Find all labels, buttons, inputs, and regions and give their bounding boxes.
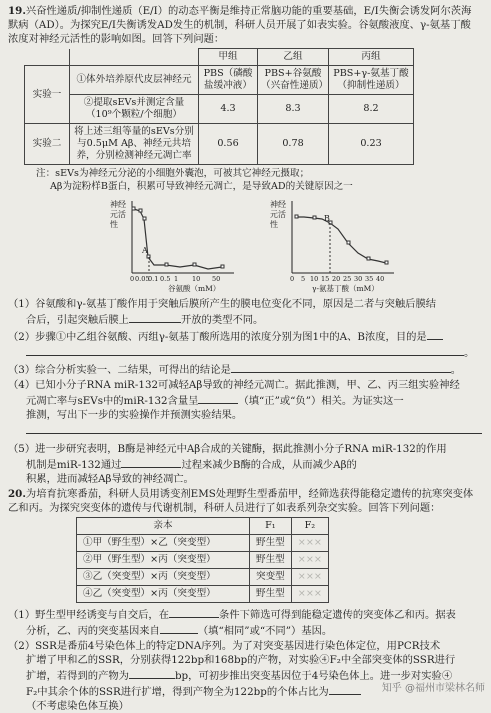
- note-line: 注：sEVs为神经元分泌的小细胞外囊泡，可被其它神经元摄取；: [36, 168, 310, 179]
- answer-blank[interactable]: [231, 361, 451, 373]
- q19-sub1: （1）谷氨酸和γ-氨基丁酸作用于突触后膜所产生的膜电位变化不同，原因是二者与突触后膜结 合后，引起突触后膜上 开放的类型不同。: [8, 298, 437, 326]
- table-cell: PBS+谷氨酸（兴奋性递质）: [258, 66, 329, 95]
- svg-text:0.05: 0.05: [135, 275, 150, 283]
- table-header-f2: F₂: [291, 518, 328, 535]
- answer-blank[interactable]: [121, 456, 181, 468]
- table-cell: ×××: [291, 535, 328, 552]
- table-row: [77, 586, 329, 603]
- table-cell: 野生型: [250, 586, 292, 603]
- graph-xlabel: 谷氨酸（mM）: [168, 284, 221, 293]
- q20-stem: 20.为培育抗寒番茄，科研人员用诱变剂EMS处理野生型番茄甲，经筛选获得能稳定遗传的抗寒突变体乙和丙。为探究突变体的遗传与代谢机制，科研人员进行了如表系列杂交实验。回答下列问题：: [8, 488, 474, 514]
- answer-blank[interactable]: [129, 667, 175, 679]
- svg-text:0.5: 0.5: [160, 275, 171, 283]
- point-b-label: B: [324, 214, 330, 223]
- svg-text:元活: 元活: [270, 210, 286, 219]
- table-row: [25, 95, 414, 124]
- table-header-bing: 丙组: [329, 49, 414, 66]
- table-header-blank: [25, 49, 70, 66]
- table-row: [77, 535, 329, 552]
- q19-sub2: （2）步骤①中乙组谷氨酸、丙组γ-氨基丁酸所选用的浓度分别为图1中的A、B浓度，目的是 。: [8, 328, 481, 360]
- q19-graphs: [8, 195, 481, 293]
- answer-blank[interactable]: [26, 422, 482, 434]
- table-cell: ④乙（突变型）×丙（突变型）: [77, 586, 250, 603]
- exp1-step1-desc: ①体外培养原代皮层神经元: [70, 66, 199, 95]
- svg-text:0.1: 0.1: [148, 275, 159, 283]
- answer-blank[interactable]: [169, 606, 219, 618]
- svg-text:25: 25: [343, 275, 352, 283]
- svg-text:10: 10: [192, 275, 201, 283]
- table-cell: ①甲（野生型）×乙（突变型）: [77, 535, 250, 552]
- q19-experiment-table: [24, 48, 414, 165]
- answer-blank[interactable]: [198, 392, 238, 404]
- exp2-desc: 将上述三组等量的sEVs分别与0.5μM Aβ、神经元共培养，分别检测神经元凋亡率: [70, 124, 199, 165]
- table-cell: 野生型: [250, 535, 292, 552]
- svg-text:性: 性: [110, 220, 118, 229]
- svg-text:神经: 神经: [270, 200, 286, 209]
- table-cell: ×××: [291, 569, 328, 586]
- svg-text:40: 40: [376, 275, 385, 283]
- table-header-row: [25, 49, 414, 66]
- table-cell: 0.56: [199, 124, 258, 165]
- answer-blank[interactable]: [129, 311, 181, 323]
- svg-text:15: 15: [321, 275, 330, 283]
- svg-text:20: 20: [332, 275, 341, 283]
- answer-blank[interactable]: [26, 344, 464, 356]
- svg-text:γ-氨基丁酸（mM）: γ-氨基丁酸（mM）: [312, 284, 379, 293]
- point-a-label: A: [142, 246, 148, 255]
- table-cell: 8.3: [258, 95, 329, 124]
- q20-number: 20.: [8, 488, 26, 500]
- q19-sub3: （3）综合分析实验一、二结果，可得出的结论是 。: [8, 361, 481, 377]
- table-cell: 突变型: [250, 569, 292, 586]
- q19-number: 19.: [8, 5, 26, 17]
- svg-text:50: 50: [212, 275, 221, 283]
- answer-blank[interactable]: [427, 328, 443, 340]
- table-cell: 野生型: [250, 552, 292, 569]
- table-cell: 0.23: [329, 124, 414, 165]
- table-row: [77, 569, 329, 586]
- table-header-f1: F₁: [250, 518, 292, 535]
- table-row: [77, 552, 329, 569]
- note-line: Aβ为淀粉样B蛋白，积累可导致神经元凋亡，是导致AD的关键原因之一: [50, 181, 353, 192]
- q20-cross-table: [76, 517, 329, 603]
- exp2-label: 实验二: [25, 124, 70, 165]
- q19-sub5: （5）进一步研究表明，B酶是神经元中Aβ合成的关键酶，据此推测小分子RNA miR-132的作用 机制是miR-132通过 过程来减少B酶的合成，从而减少Aβ的 积累，进而减轻Aβ导致的神经凋亡。: [8, 443, 447, 485]
- graph-ylabel: 神经: [110, 200, 126, 209]
- table-header-yi: 乙组: [258, 49, 329, 66]
- table-cell: PBS+γ-氨基丁酸（抑制性递质）: [329, 66, 414, 95]
- table-header-parents: 亲本: [77, 518, 250, 535]
- q20-sub2: （2）SSR是番茄4号染色体上的特定DNA序列。为了对突变基因进行染色体定位，用PCR技术 扩增了甲和乙的SSR，分别获得122bp和168bp的产物，对实验④F₂中全部突变体的SSR进行 扩增，若得到的产物为 bp，可初步推出突变基因位于4号染色体上。进一步对实验④ F₂中其余个体的SSR进行扩增，得到产物全为122bp的个体占比为 （不考虑染色体互换）: [8, 640, 456, 712]
- exp1-label: 实验一: [25, 66, 70, 124]
- svg-text:35: 35: [365, 275, 374, 283]
- answer-blank[interactable]: [160, 622, 198, 634]
- table-cell: ②甲（野生型）×丙（突变型）: [77, 552, 250, 569]
- table-cell: 4.3: [199, 95, 258, 124]
- table-header-jia: 甲组: [199, 49, 258, 66]
- svg-text:10: 10: [310, 275, 319, 283]
- table-cell: 8.2: [329, 95, 414, 124]
- table-header-blank: [70, 49, 199, 66]
- q19-note: [36, 167, 481, 193]
- watermark: 知乎 @福州市梁林名师: [381, 683, 485, 694]
- table-row: [25, 66, 414, 95]
- q19-sub4: （4）已知小分子RNA miR-132可减轻Aβ导致的神经元凋亡。据此推测，甲、乙、丙三组实验神经 元凋亡率与sEVs中的miR-132含量呈 （填“正”或“负”）相关。为证实这一 推测，写出下一步的实验操作并预测实验结果。: [8, 378, 481, 438]
- svg-text:元活: 元活: [110, 210, 126, 219]
- svg-text:5: 5: [301, 275, 306, 283]
- table-cell: ③乙（突变型）×丙（突变型）: [77, 569, 250, 586]
- glutamate-activity-graph: [108, 195, 238, 293]
- table-cell: ×××: [291, 552, 328, 569]
- table-row: [25, 124, 414, 165]
- q19-stem: 19.兴奋性递质/抑制性递质（E/I）的动态平衡是维持正常脑功能的重要基础，E/I失衡会诱发阿尔茨海默病（AD）。为探究E/I失衡诱发AD发生的机制，科研人员开展了如表实验。谷氨酸液度、γ-氨基丁酸浓度对神经元活性的影响如图。回答下列问题：: [8, 5, 472, 45]
- q20-sub1: （1）野生型甲经诱变与自交后，在 条件下筛选可得到能稳定遗传的突变体乙和丙。据表 分析，乙、丙的突变基因来自 （填“相同”或“不同”）基因。: [8, 606, 481, 638]
- svg-text:0: 0: [130, 275, 135, 283]
- table-header-row: [77, 518, 329, 535]
- gaba-activity-graph: [268, 195, 398, 293]
- svg-text:1: 1: [174, 275, 179, 283]
- table-cell: 0.78: [258, 124, 329, 165]
- svg-text:性: 性: [270, 220, 278, 229]
- table-cell: ×××: [291, 586, 328, 603]
- answer-blank[interactable]: [329, 683, 361, 695]
- exp1-step2-desc: ②提取sEVs并测定含量（10⁹个颗粒/个细胞）: [70, 95, 199, 124]
- svg-text:0: 0: [290, 275, 295, 283]
- svg-text:30: 30: [354, 275, 363, 283]
- table-cell: PBS（磷酸盐缓冲液）: [199, 66, 258, 95]
